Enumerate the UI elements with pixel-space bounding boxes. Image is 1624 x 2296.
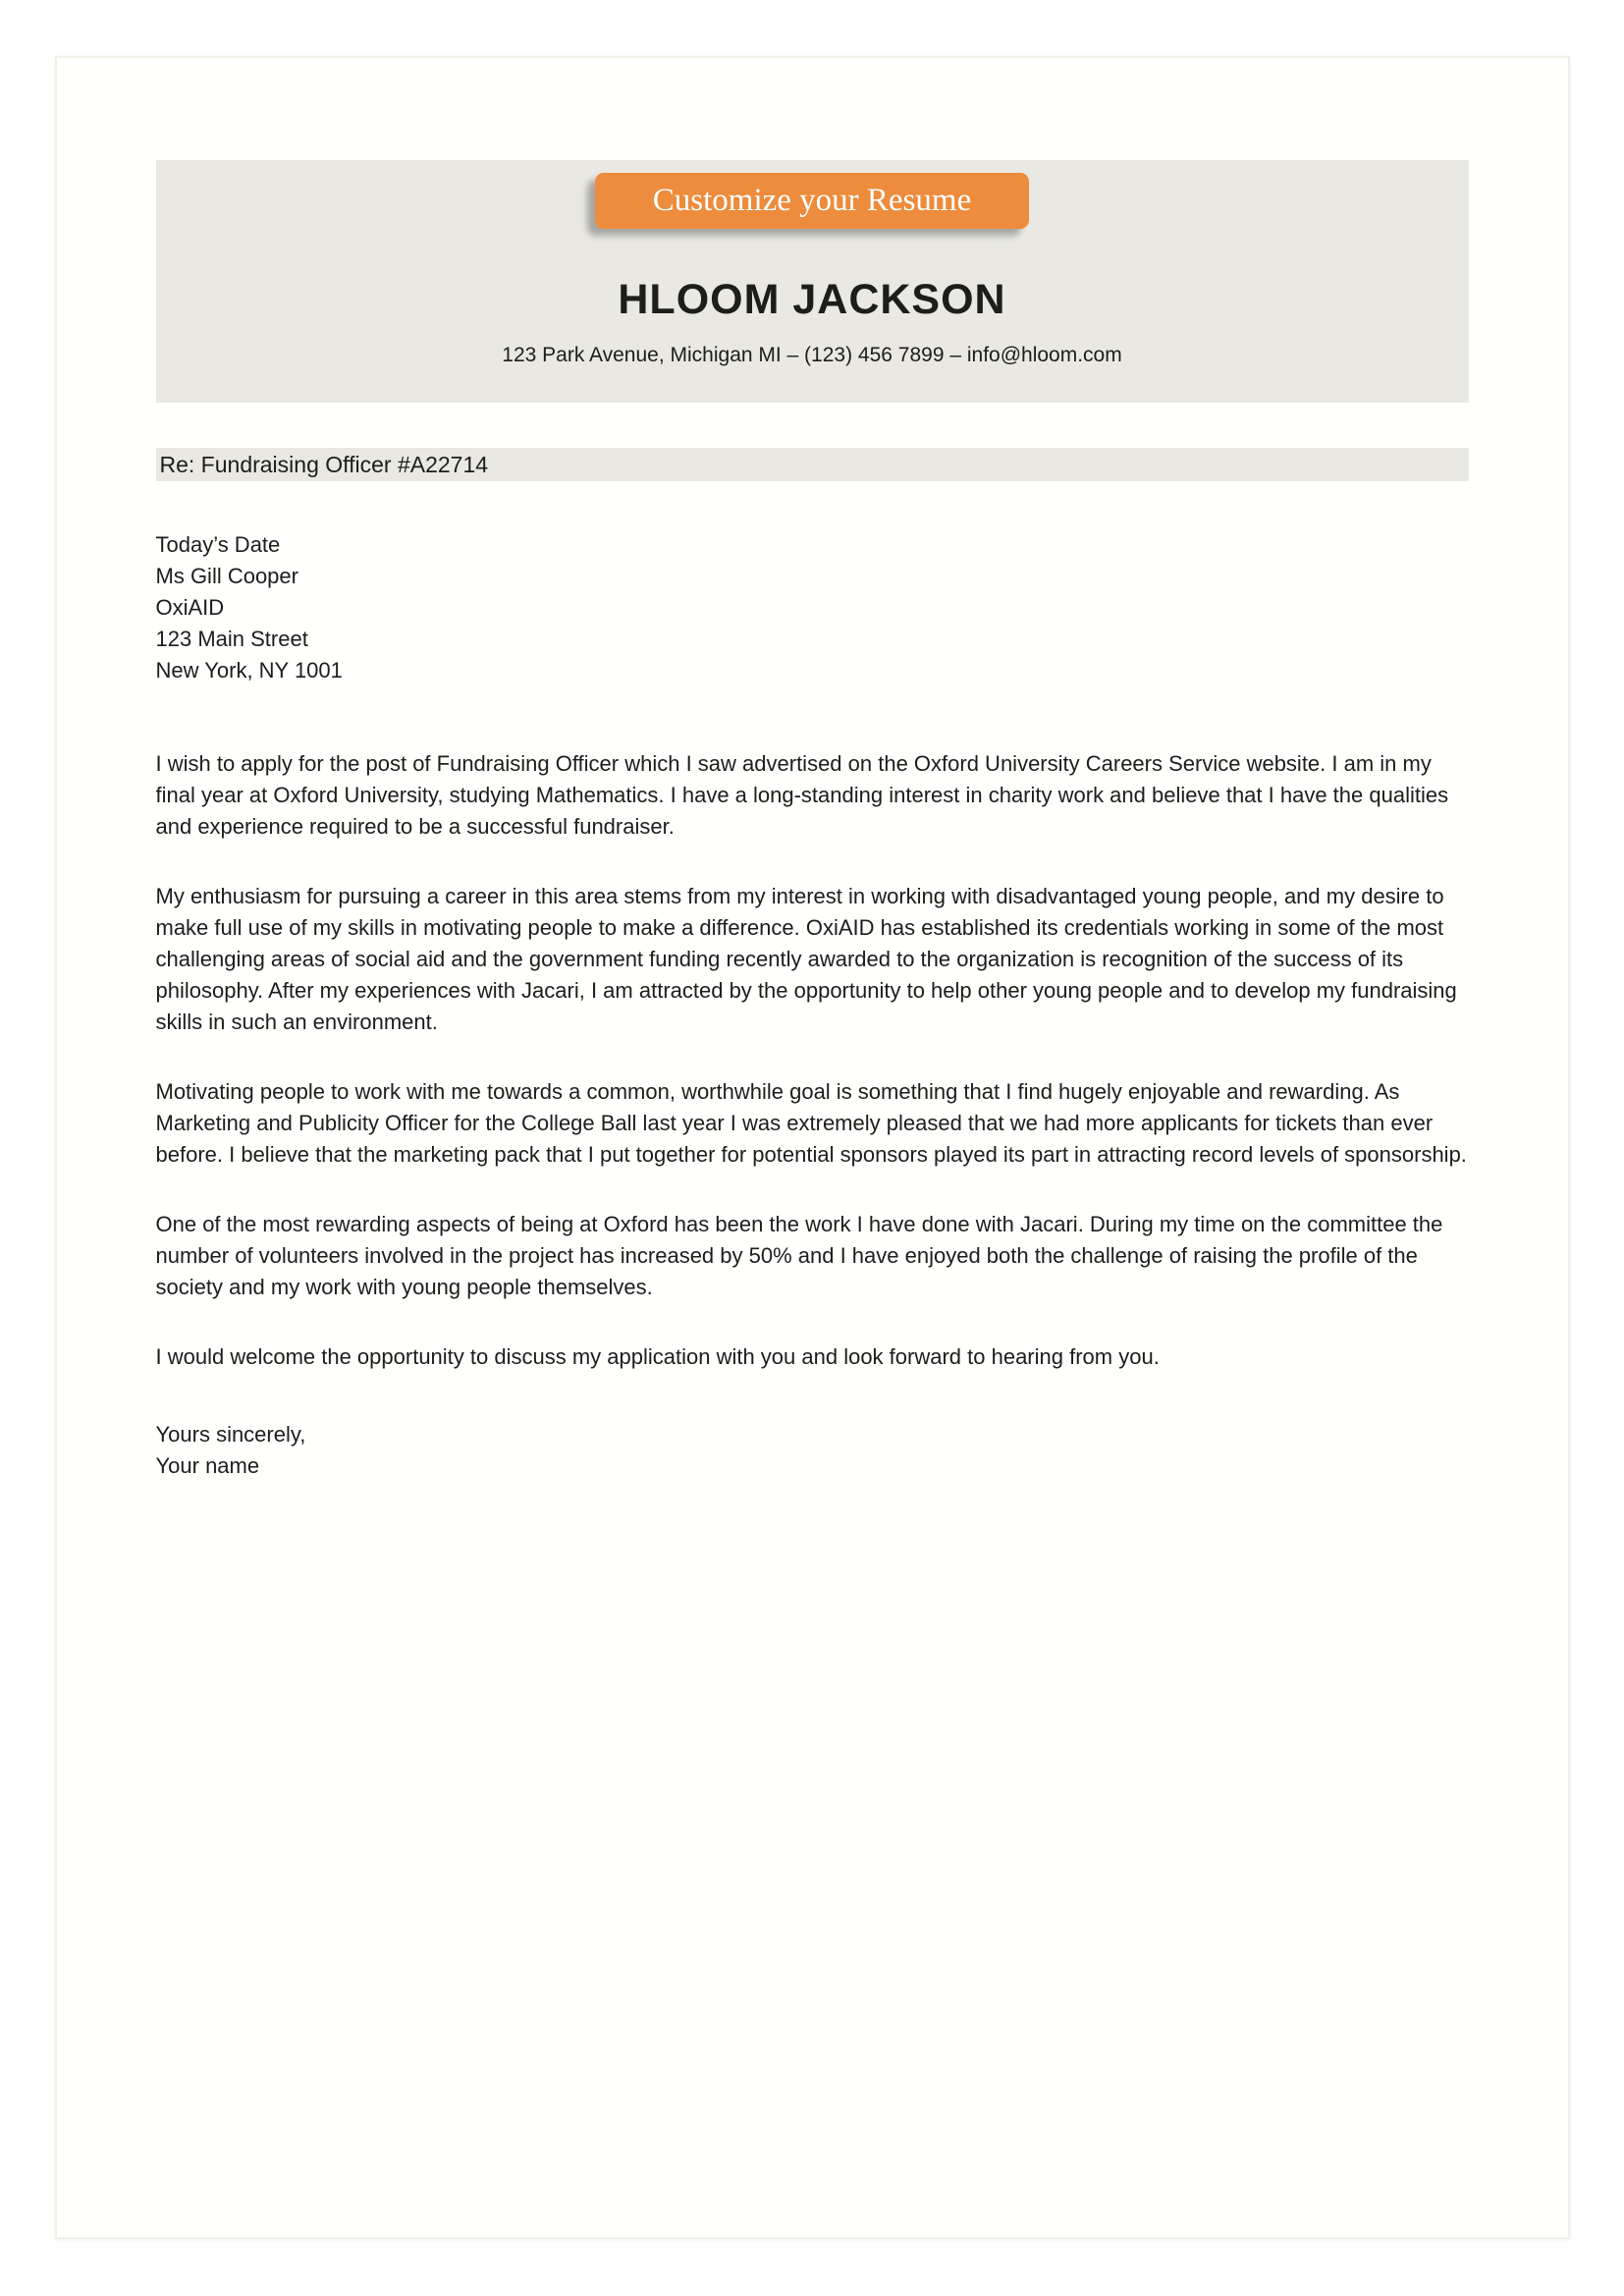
recipient-street: 123 Main Street — [155, 627, 308, 651]
recipient-city: New York, NY 1001 — [155, 658, 343, 683]
paragraph-motivating: Motivating people to work with me towards a common, worthwhile goal is something that I find hugely enjoyable and rewarding. As Marketing and Publicity Officer for the College Ball last year I was extremely pleased that we had more applicants for tickets than ever before. I believe that the marketing pack that I put together for potential sponsors played its part in attracting record levels of sponsorship. — [155, 1079, 1467, 1167]
customize-resume-button[interactable]: Customize your Resume — [595, 173, 1029, 229]
subject-line: Re: Fundraising Officer #A22714 — [156, 448, 1469, 481]
closing-salutation: Yours sincerely, — [155, 1422, 306, 1447]
letter-page — [55, 56, 1570, 2239]
letter-content — [156, 160, 1469, 1482]
recipient-name: Ms Gill Cooper — [155, 564, 298, 588]
recipient-organization: OxiAID — [155, 595, 225, 620]
header-block — [156, 160, 1469, 403]
letter-body — [156, 748, 1469, 1373]
recipient-date: Today’s Date — [155, 532, 281, 557]
closing-signature: Your name — [155, 1453, 260, 1478]
paragraph-jacari: One of the most rewarding aspects of being at Oxford has been the work I have done with Jacari. During my time on the committee the number of volunteers involved in the project has increased by 50% and I have enjoyed both the challenge of raising the profile of the society and my work with young people themselves. — [155, 1212, 1443, 1299]
applicant-name: HLOOM JACKSON — [618, 276, 1006, 323]
contact-line: 123 Park Avenue, Michigan MI – (123) 456 7899 – info@hloom.com — [502, 344, 1122, 366]
paragraph-intro: I wish to apply for the post of Fundraising Officer which I saw advertised on the Oxford University Careers Service website. I am in my final year at Oxford University, studying Mathematics. I have a long-standing interest in charity work and believe that I have the qualities and experience required to be a successful fundraiser. — [155, 751, 1449, 839]
recipient-block — [156, 529, 1469, 686]
closing-block — [156, 1419, 1469, 1482]
paragraph-enthusiasm: My enthusiasm for pursuing a career in this area stems from my interest in working with disadvantaged young people, and my desire to make full use of my skills in motivating people to make a difference. OxiAID has established its credentials working in some of the most challenging areas of social aid and the government funding recently awarded to the organization is recognition of the success of its philosophy. After my experiences with Jacari, I am attracted by the opportunity to help other young people and to develop my fundraising skills in such an environment. — [155, 884, 1457, 1034]
paragraph-welcome: I would welcome the opportunity to discuss my application with you and look forward to hearing from you. — [155, 1344, 1160, 1369]
